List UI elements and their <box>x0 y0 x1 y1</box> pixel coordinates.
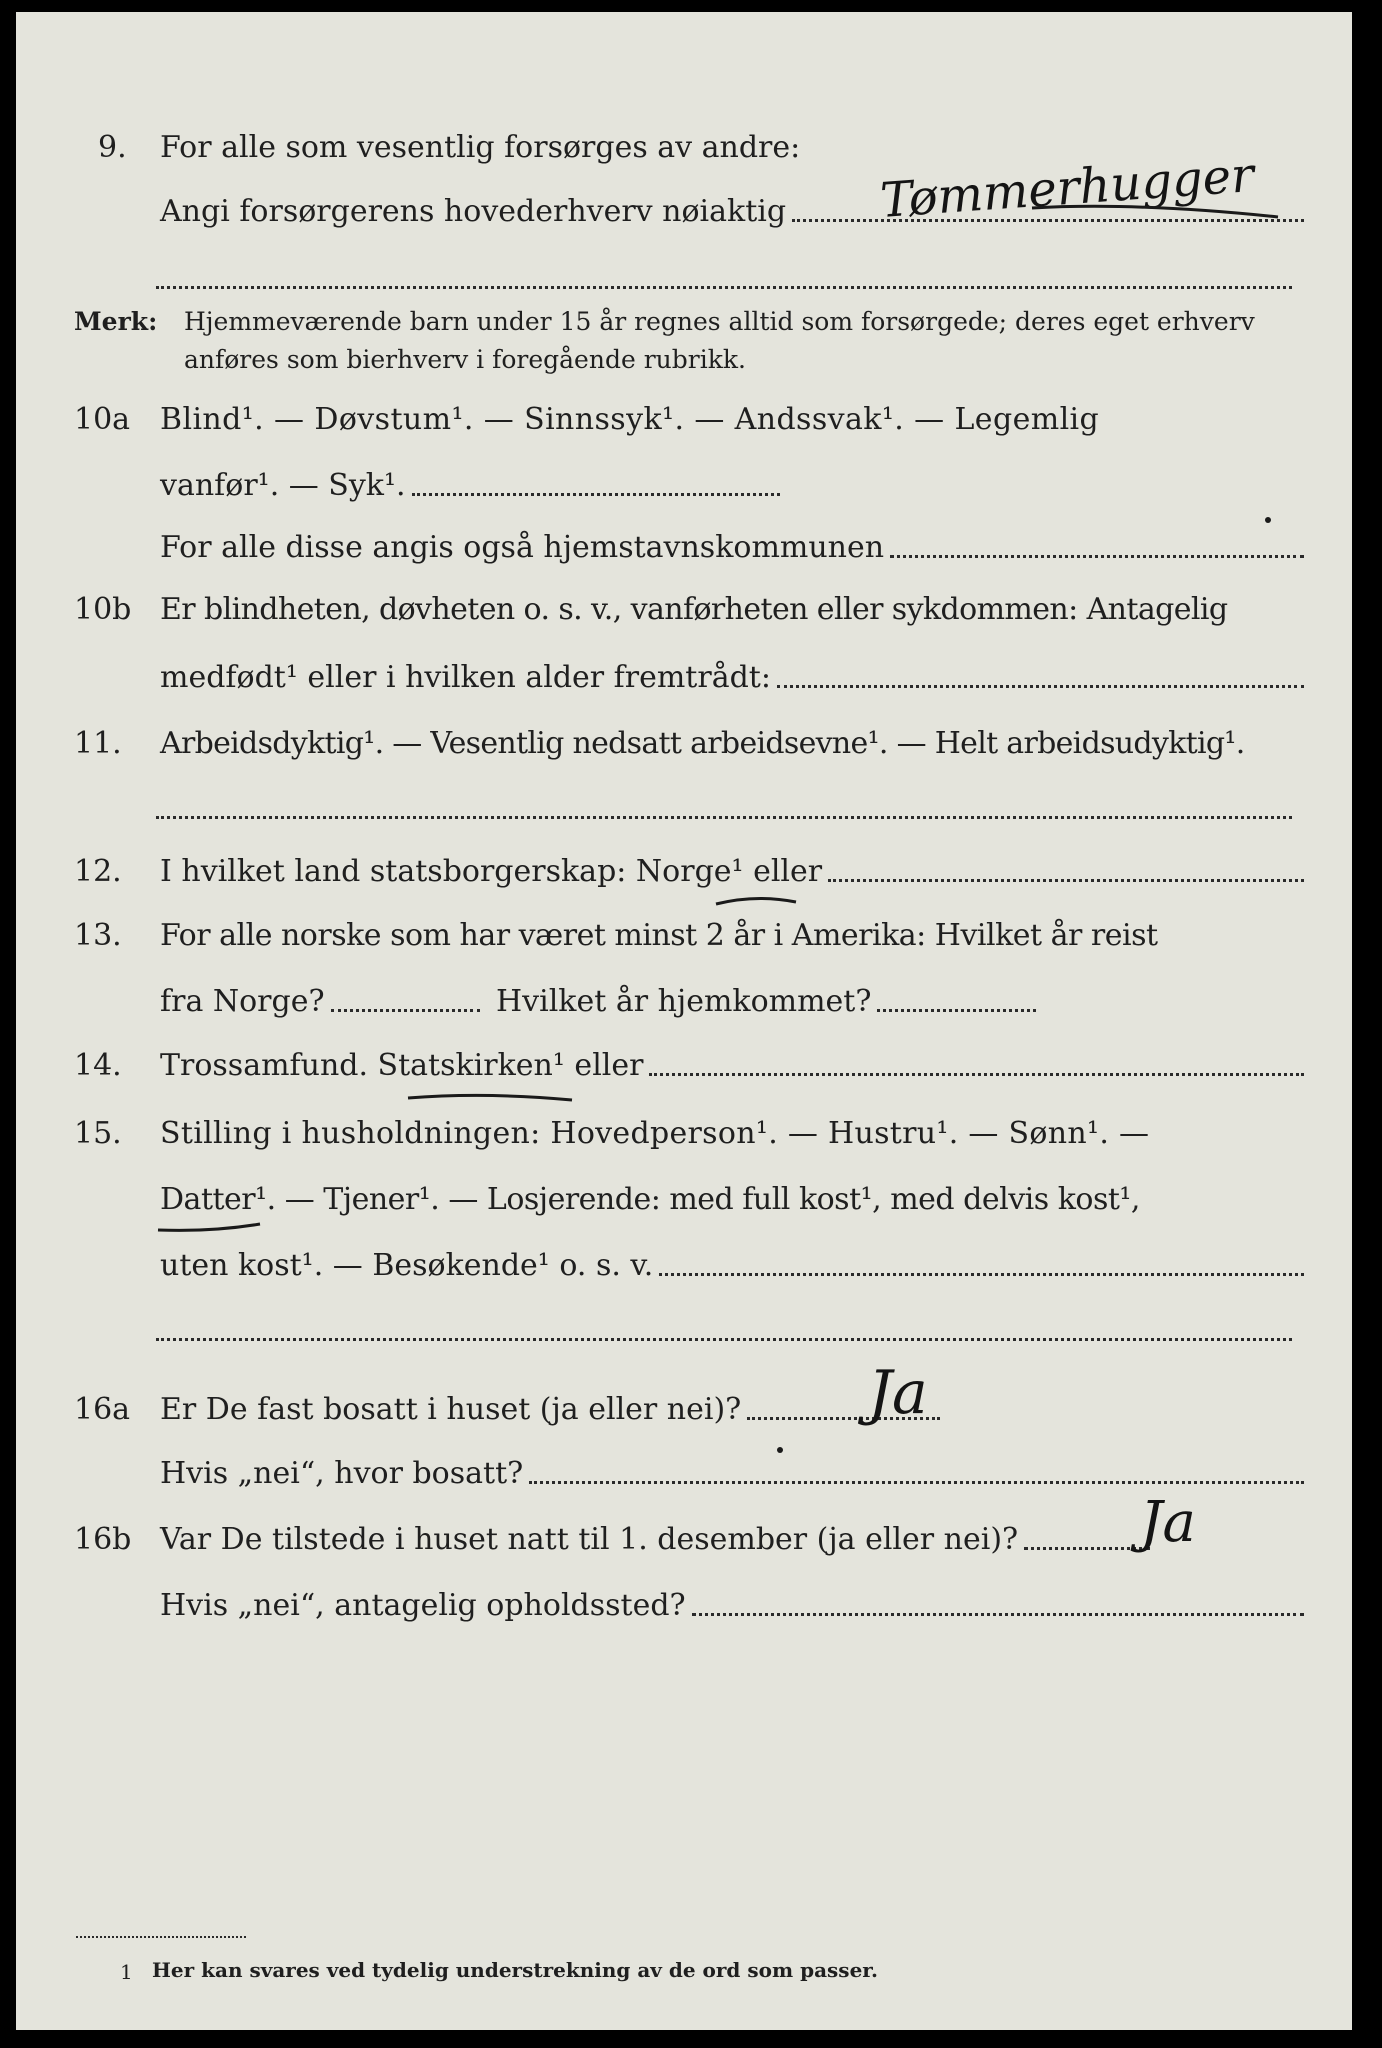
q13-line-2b: Hvilket år hjemkommet? <box>496 984 872 1019</box>
statskirken-underline-mark <box>408 1095 572 1100</box>
ink-dot <box>1265 517 1271 523</box>
q10b-line-1: Er blindheten, døvheten o. s. v., vanførheten eller sykdommen: Antagelig <box>160 592 1228 627</box>
norge-underline-mark <box>716 898 796 904</box>
q10a-line-1: Blind¹. — Døvstum¹. — Sinnssyk¹. — Andssvak¹. — Legemlig <box>160 402 1100 437</box>
q15-line-2: Datter¹. — Tjener¹. — Losjerende: med full kost¹, med delvis kost¹, <box>160 1182 1140 1217</box>
q10a-line-3: For alle disse angis også hjemstavnskommunen <box>160 530 885 565</box>
q12-line-1: I hvilket land statsborgerskap: Norge¹ eller <box>160 854 823 889</box>
ink-dot <box>777 1447 783 1453</box>
footnote-mark: 1 <box>120 1960 133 1984</box>
q16b-line-1: Var De tilstede i huset natt til 1. desember (ja eller nei)? <box>160 1522 1019 1557</box>
q12-number: 12. <box>74 854 122 889</box>
q11-number: 11. <box>74 726 122 761</box>
merk-line-1: Hjemmeværende barn under 15 år regnes alltid som forsørgede; deres eget erhverv <box>184 307 1255 336</box>
q15-line-1: Stilling i husholdningen: Hovedperson¹. — Hustru¹. — Sønn¹. — <box>160 1116 1150 1151</box>
q13-line-1: For alle norske som har været minst 2 år i Amerika: Hvilket år reist <box>160 918 1158 953</box>
datter-underline-mark <box>158 1224 260 1230</box>
q16b-line-2: Hvis „nei“, antagelig opholdssted? <box>160 1588 686 1623</box>
q15-line-3: uten kost¹. — Besøkende¹ o. s. v. <box>160 1248 654 1283</box>
footnote-text: Her kan svares ved tydelig understrekning av de ord som passer. <box>152 1958 878 1982</box>
q11-line-1: Arbeidsdyktig¹. — Vesentlig nedsatt arbeidsevne¹. — Helt arbeidsudyktig¹. <box>160 726 1245 761</box>
merk-label: Merk: <box>74 307 158 336</box>
q10a-number: 10a <box>74 402 131 437</box>
census-form-page <box>16 12 1352 2030</box>
pen-marks-overlay <box>16 12 1352 2030</box>
q10b-number: 10b <box>74 592 132 627</box>
q9-line-2: Angi forsørgerens hovederhverv nøiaktig <box>160 194 787 229</box>
q10b-line-2: medfødt¹ eller i hvilken alder fremtrådt: <box>160 660 771 695</box>
q10a-line-2: vanfør¹. — Syk¹. <box>160 468 406 503</box>
q9-line-1: For alle som vesentlig forsørges av andre: <box>160 130 801 165</box>
q13-line-2a: fra Norge? <box>160 984 325 1019</box>
q16b-handwritten-answer: Ja <box>1140 1490 1196 1555</box>
q9-handwritten-answer: Tømmerhugger <box>878 147 1256 229</box>
merk-line-2: anføres som bierhverv i foregående rubrikk. <box>184 345 746 374</box>
q16a-line-1: Er De fast bosatt i huset (ja eller nei)? <box>160 1392 742 1427</box>
q16a-line-2: Hvis „nei“, hvor bosatt? <box>160 1456 524 1491</box>
q9-number: 9. <box>98 130 127 165</box>
q14-number: 14. <box>74 1048 122 1083</box>
q14-line-1: Trossamfund. Statskirken¹ eller <box>160 1048 644 1083</box>
q9-answer-underline-mark <box>1032 206 1278 217</box>
q16a-number: 16a <box>74 1392 131 1427</box>
q15-number: 15. <box>74 1116 122 1151</box>
q16a-handwritten-answer: Ja <box>868 1358 928 1428</box>
q16b-number: 16b <box>74 1522 132 1557</box>
q13-number: 13. <box>74 918 122 953</box>
